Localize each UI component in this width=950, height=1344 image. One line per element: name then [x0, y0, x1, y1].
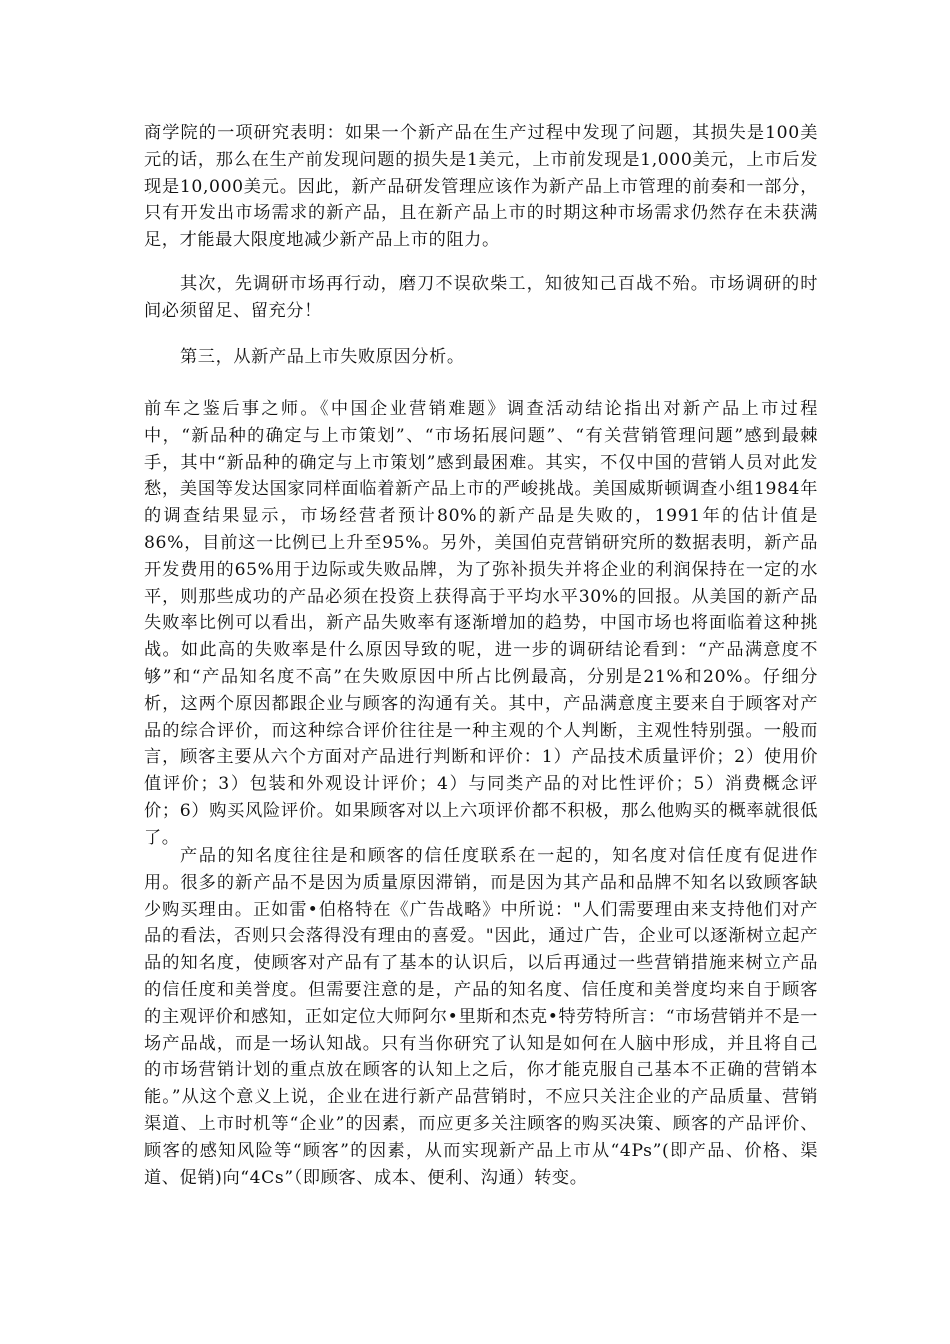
paragraph-section-heading: 第三，从新产品上市失败原因分析。 [180, 347, 465, 367]
paragraph-awareness-trust: 产品的知名度往往是和顾客的信任度联系在一起的，知名度对信任度有促进作用。很多的新产品不是因为质量原因滞销，而是因为其产品和品牌不知名以致顾客缺少购买理由。正如雷•伯格特在《广告战略》中所说："人们需要理由来支持他们对产品的看法，否则只会落得没有理由的喜爱。"因此，通过广告，企业可以逐渐树立起产品的知名度，使顾客对产品有了基本的认识后，以后再通过一些营销措施来树立产品的信任度和美誉度。但需要注意的是，产品的知名度、信任度和美誉度均来自于顾客的主观评价和感知，正如定位大师阿尔•里斯和杰克•特劳特所言：“市场营销并不是一场产品战，而是一场认知战。只有当你研究了认知是如何在人脑中形成，并且将自己的市场营销计划的重点放在顾客的认知上之后，你才能克服自己基本不正确的营销本能。”从这个意义上说，企业在进行新产品营销时，不应只关注企业的产品质量、营销渠道、上市时机等“企业”的因素，而应更多关注顾客的购买决策、顾客的产品评价、顾客的感知风险等“顾客”的因素，从而实现新产品上市从“4Ps”(即产品、价格、渠道、促销)向“4Cs”（即顾客、成本、便利、沟通）转变。 [144, 846, 818, 1188]
paragraph-market-research: 其次，先调研市场再行动，磨刀不误砍柴工，知彼知己百战不殆。市场调研的时间必须留足、留充分！ [144, 274, 818, 321]
paragraph-failure-analysis: 前车之鉴后事之师。《中国企业营销难题》调查活动结论指出对新产品上市过程中，“新品种的确定与上市策划”、“市场拓展问题”、“有关营销管理问题”感到最棘手，其中“新品种的确定与上市策划”感到最困难。其实，不仅中国的营销人员对此发愁，美国等发达国家同样面临着新产品上市的严峻挑战。美国威斯顿调查小组1984年的调查结果显示，市场经营者预计80%的新产品是失败的，1991年的估计值是86%，目前这一比例已上升至95%。另外，美国伯克营销研究所的数据表明，新产品开发费用的65%用于边际或失败品牌，为了弥补损失并将企业的利润保持在一定的水平，则那些成功的产品必须在投资上获得高于平均水平30%的回报。从美国的新产品失败率比例可以看出，新产品失败率有逐渐增加的趋势，中国市场也将面临着这种挑战。如此高的失败率是什么原因导致的呢，进一步的调研结论看到：“产品满意度不够”和“产品知名度不高”在失败原因中所占比例最高，分别是21%和20%。仔细分析，这两个原因都跟企业与顾客的沟通有关。其中，产品满意度主要来自于顾客对产品的综合评价，而这种综合评价往往是一种主观的个人判断，主观性特别强。一般而言，顾客主要从六个方面对产品进行判断和评价：1）产品技术质量评价；2）使用价值评价；3）包装和外观设计评价；4）与同类产品的对比性评价；5）消费概念评价；6）购买风险评价。如果顾客对以上六项评价都不积极，那么他购买的概率就很低了。 [144, 399, 818, 848]
document-page [144, 0, 818, 1344]
paragraph-research-cost: 商学院的一项研究表明：如果一个新产品在生产过程中发现了问题，其损失是100美元的话，那么在生产前发现问题的损失是1美元，上市前发现是1,000美元，上市后发现是10,000美元。因此，新产品研发管理应该作为新产品上市管理的前奏和一部分，只有开发出市场需求的新产品，且在新产品上市的时期这种市场需求仍然存在未获满足，才能最大限度地减少新产品上市的阻力。 [144, 123, 818, 251]
